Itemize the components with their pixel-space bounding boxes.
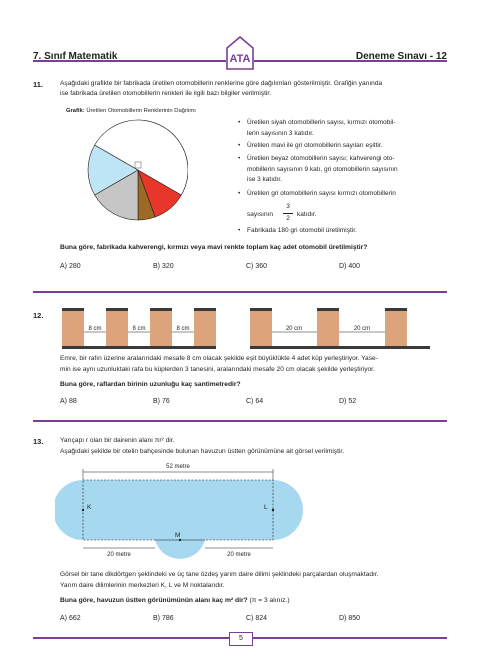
point-l-label: L [264,504,268,511]
q13-text-2: Yarım daire dilimlerinin merkezleri K, L ve M noktalarıdır. [60,582,225,589]
q12-text-2: min ise aynı uzunluktaki rafa bu küplerden 3 tanesini, aralarındaki mesafe 20 cm olacak şekilde yerleştiriyor. [60,366,375,373]
fraction-numerator: 3 [286,203,290,210]
q13-question: Buna göre, havuzun üstten görünümünün alanı kaç m² dir? [60,597,248,604]
pool-shape [55,480,303,559]
cube [317,310,339,346]
shelf-board [62,346,216,349]
q11-option-a[interactable]: A) 280 [60,263,81,270]
q13-option-b[interactable]: B) 786 [153,615,174,622]
gap-label: 20 cm [353,326,371,332]
left-shelf [62,308,216,349]
cube [150,310,172,346]
q11-bullet-4: • Üretilen gri otomobillerin sayısı kırmızı otomobillerin [247,189,477,200]
fraction-prefix: sayısının [247,211,274,218]
q11-bullet-5: • Fabrikada 180 gri otomobil üretilmiştir. [247,226,477,237]
graph-caption-label: Grafik: [66,108,85,114]
q11-bullet-3: • Üretilen beyaz otomobillerin sayısı; kahverengi oto- mobillerin sayısının 9 katı, gri otomobillerin sayısının ise 3 katıdır. [247,154,477,186]
q11-bullet-4-fraction-line [247,203,477,227]
cube [194,310,216,346]
fraction-denominator: 2 [286,215,290,222]
cube [62,310,84,346]
header-subject: 7. Sınıf Matematik [33,51,118,62]
q11-number: 11. [33,80,44,89]
gap-label: 8 cm [132,326,146,332]
q12-option-d[interactable]: D) 52 [339,398,357,405]
q12-number: 12. [33,311,44,320]
q13-option-d[interactable]: D) 850 [339,615,361,622]
dim-top-label: 52 metre [166,464,190,470]
q12-option-a[interactable]: A) 88 [60,398,77,405]
q13-line-2: Aşağıdaki şekilde bir otelin bahçesinde bulunan havuzun üstten görünümüne ait görsel verilmiştir. [60,448,345,455]
q13-number: 13. [33,437,44,446]
point-m-label: M [175,532,181,539]
q13-question-line [60,596,460,607]
q11-question: Buna göre, fabrikada kahverengi, kırmızı veya mavi renkte toplam kaç adet otomobil üretilmiştir? [60,244,368,251]
q11-bullet-1: • Üretilen siyah otomobillerin sayısı, kırmızı otomobil- lerin sayısının 3 katıdır. [247,118,477,139]
point-k-label: K [87,504,92,511]
shelf-board [250,346,430,349]
svg-text:ATA: ATA [229,53,251,65]
gap-label: 20 cm [285,326,303,332]
dim-right-label: 20 metre [227,552,251,558]
q11-bullet-2: • Üretilen mavi ile gri otomobillerin sayıları eşittir. [247,141,477,152]
q11-option-b[interactable]: B) 320 [153,263,174,270]
cube [385,310,407,346]
q11-intro-2: ise fabrikada üretilen otomobillerin renkleri ile ilgili bazı bilgiler verilmiştir. [60,90,272,97]
q12-text-1: Emre, bir rafın üzerine aralarındaki mesafe 8 cm olacak şekilde eşit büyüklükte 4 adet küp yerleştiriyor. Yase- [60,355,378,362]
q13-option-a[interactable]: A) 662 [60,615,81,622]
q13-line-1: Yarıçapı r olan bir dairenin alanı πr² dir. [60,437,175,444]
q13-pool-figure [55,458,315,566]
cube [106,310,128,346]
separator-2 [33,420,447,422]
q12-question: Buna göre, raflardan birinin uzunluğu kaç santimetredir? [60,381,241,388]
q13-option-c[interactable]: C) 824 [246,615,268,622]
gap-label: 8 cm [176,326,190,332]
q11-option-d[interactable]: D) 400 [339,263,361,270]
q11-option-c[interactable]: C) 360 [246,263,268,270]
q13-question-note: (π = 3 alınız.) [249,597,290,604]
separator-1 [33,291,447,293]
page-number: 5 [229,632,253,646]
ata-logo [226,36,254,70]
q11-pie-chart [58,118,188,222]
right-shelf [250,308,430,349]
q11-intro-1: Aşağıdaki grafikte bir fabrikada üretilen otomobillerin renklerine göre dağılımları gösterilmiştir. Grafiğin yanında [60,80,383,87]
graph-caption-title: Üretilen Otomobillerin Renklerinin Dağılımı [86,108,196,114]
q11-graph-caption [66,106,196,117]
q12-shelves-figure [55,308,455,352]
dim-left-label: 20 metre [107,552,131,558]
cube [250,310,272,346]
header-exam: Deneme Sınavı - 12 [355,51,447,62]
fraction-bar [283,213,293,214]
fraction-suffix: katıdır. [297,211,317,218]
gap-label: 8 cm [88,326,102,332]
q13-text-1: Görsel bir tane dikdörtgen şeklindeki ve üç tane özdeş yarım daire dilimi şeklindeki parçalardan oluşmaktadır. [60,571,379,578]
q12-option-b[interactable]: B) 76 [153,398,170,405]
q12-option-c[interactable]: C) 64 [246,398,264,405]
